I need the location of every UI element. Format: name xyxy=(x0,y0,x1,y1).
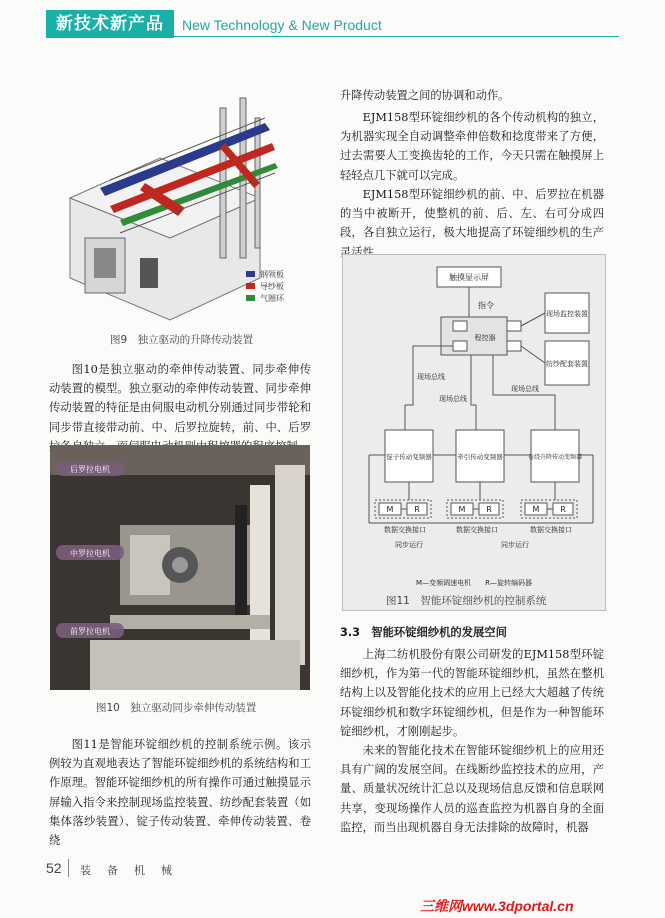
right-paragraph-4: 上海二纺机股份有限公司研发的EJM158型环锭细纱机，作为第一代的智能环锭细纱机，虽然在整机结构上以及智能化技术的应用上已经大大超越了传统环锭细纱机和数字环锭细纱机，但是作为一种智能环锭细纱机，才刚刚起步。 xyxy=(340,648,604,738)
fig11-spin-device: 纺纱配套装置 xyxy=(546,360,588,368)
fig11-motor-3: M xyxy=(532,505,540,514)
header-en-title: New Technology & New Product xyxy=(182,17,382,33)
fig11-plc: 程控器 xyxy=(474,334,496,342)
fig11-motor-2: M xyxy=(458,505,466,514)
legend-ring-rail: 钢领板 xyxy=(260,270,284,279)
page-number: 52 xyxy=(46,860,62,876)
legend-guide-rail: 导纱板 xyxy=(260,282,284,291)
figure-11-control-diagram xyxy=(342,254,606,611)
footer-divider xyxy=(68,859,69,877)
legend-balloon-ring: 气圈环 xyxy=(260,294,284,303)
figure-9-caption: 图9 独立驱动的升降传动装置 xyxy=(110,334,254,346)
section-heading xyxy=(340,624,507,640)
fig11-exchange-3: 数据交换接口 xyxy=(530,526,572,534)
fig11-bus-1: 现场总线 xyxy=(417,373,445,381)
right-paragraph-5: 未来的智能化技术在智能环锭细纱机上的应用还具有广阔的发展空间。在线断纱监控技术的应用，产量、质量状况统计汇总以及现场信息反馈和信息联网共享，变现场操作人员的巡查监控为机器自身的全面监控，而当出现机器自身无法排除的故障时，机器 xyxy=(340,744,604,834)
fig11-touch-screen: 触摸显示屏 xyxy=(449,273,489,282)
fig11-motor-1: M xyxy=(386,505,394,514)
figure-9-machine-render xyxy=(50,88,310,334)
journal-name: 装备机械 xyxy=(80,864,188,877)
right-paragraph-2: EJM158型环锭细纱机的各个传动机构的独立，为机器实现全自动调整牵伸倍数和捻度带来了方便，过去需要人工变换齿轮的工作，今天只需在触摸屏上轻轻点几下就可以完成。 xyxy=(340,111,604,182)
right-paragraph-1: 升降传动装置之间的协调和动作。 xyxy=(340,89,510,102)
legend-swatch-ring-rail xyxy=(246,271,255,277)
fig11-sync-1: 同步运行 xyxy=(395,541,423,549)
left-paragraph-2: 图11是智能环锭细纱机的控制系统示例。该示例较为直观地表达了智能环锭细纱机的系统结构和工作原理。智能环锭细纱机的所有操作可通过触摸显示屏输入指令来控制现场监控装置、纺纱配套装置（如集体落纱装置）、锭子传动装置、牵伸传动装置、卷绕 xyxy=(49,738,311,848)
fig11-inverter-winding: 卷绕升降传动变频器 xyxy=(527,454,583,461)
fig11-exchange-2: 数据交换接口 xyxy=(456,526,498,534)
watermark: 三维网www.3dportal.cn xyxy=(420,898,574,914)
page-header xyxy=(0,10,665,38)
section-title: 智能环锭细纱机的发展空间 xyxy=(371,626,507,639)
fig11-inverter-spindle: 锭子传动变频器 xyxy=(386,453,432,461)
fig11-inverter-draft: 牵引传动变频器 xyxy=(457,453,503,461)
figure-10-caption: 图10 独立驱动同步牵伸传动装置 xyxy=(96,702,257,714)
legend-swatch-guide-rail xyxy=(246,283,255,289)
fig10-label-middle: 中罗拉电机 xyxy=(70,549,110,558)
fig11-encoder-1: R xyxy=(414,505,420,514)
fig10-label-rear: 后罗拉电机 xyxy=(70,465,110,474)
legend-swatch-balloon-ring xyxy=(246,295,255,301)
fig11-bus-3: 现场总线 xyxy=(511,385,539,393)
fig11-encoder-2: R xyxy=(486,505,492,514)
fig11-bus-2: 现场总线 xyxy=(439,395,467,403)
fig11-legend: M—变频调速电机 R—旋转编码器 xyxy=(416,579,532,587)
fig11-encoder-3: R xyxy=(560,505,566,514)
left-paragraph-1: 图10是独立驱动的牵伸传动装置、同步牵伸传动装置的模型。独立驱动的牵伸传动装置、同步牵伸传动装置的特征是由伺服电动机分别通过同步带轮和同步带直接带动前、中、后罗拉旋转，前、中、后罗 xyxy=(49,363,311,434)
section-number: 3.3 xyxy=(340,626,361,639)
fig11-sync-2: 同步运行 xyxy=(501,541,529,549)
figure-10-photo xyxy=(50,445,310,690)
fig10-label-front: 前罗拉电机 xyxy=(70,627,110,636)
fig11-command: 指令 xyxy=(478,301,494,310)
fig11-exchange-1: 数据交换接口 xyxy=(384,526,426,534)
right-paragraph-3: EJM158型环锭细纱机的前、中、后罗拉在机器的当中被断开，使整机的前、后、左、右可分成四段，各自独立运行，极大地提高了环锭细纱机的生产灵活性。 xyxy=(340,188,604,259)
fig11-monitor: 现场监控装置 xyxy=(546,310,588,318)
figure-11-caption: 图11 智能环锭细纱机的控制系统 xyxy=(386,595,547,607)
header-cn-title: 新技术新产品 xyxy=(46,10,174,38)
